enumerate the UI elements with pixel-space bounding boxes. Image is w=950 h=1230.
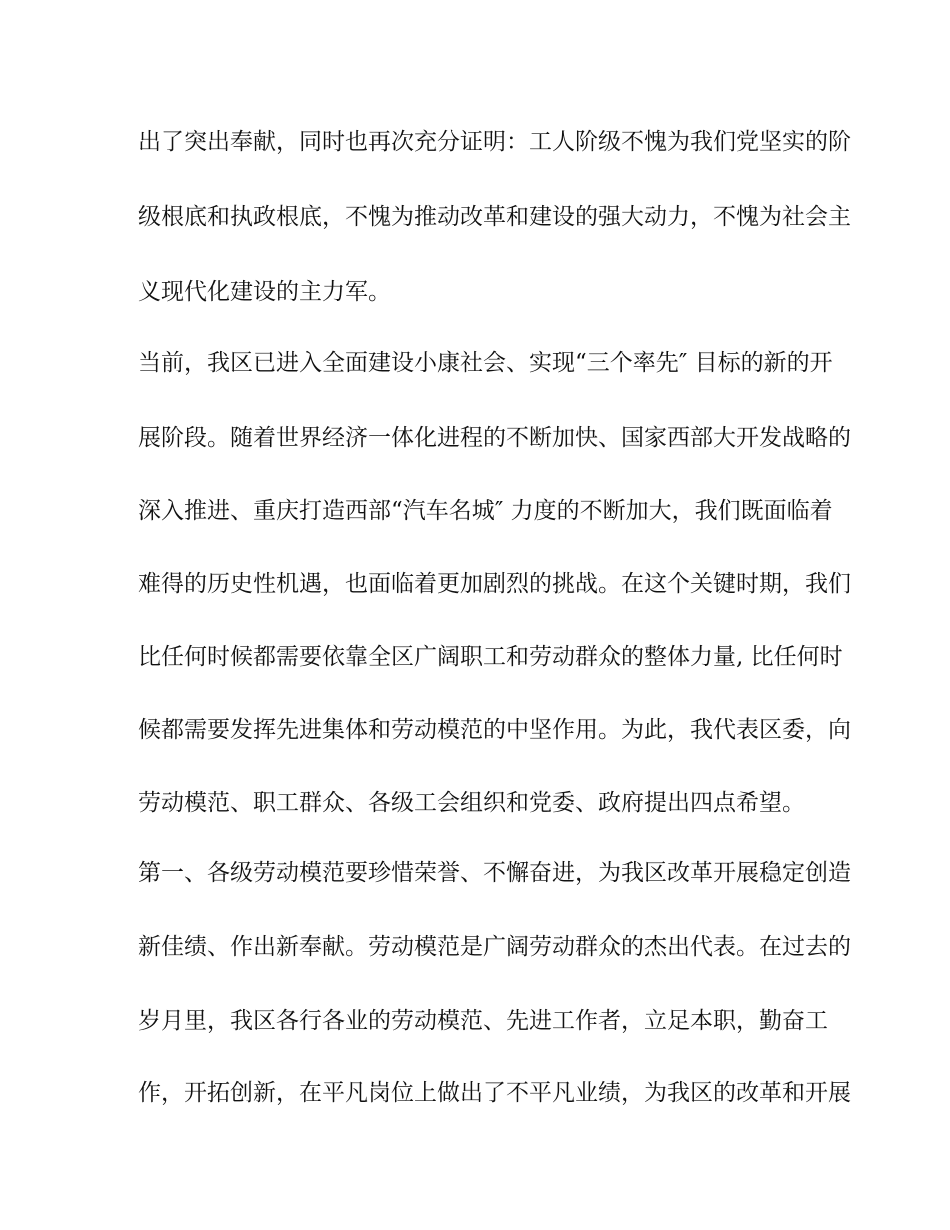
text-line-8: 比任何时候都需要依靠全区广阔职工和劳动群众的整体力量, 比任何时 xyxy=(138,644,843,670)
text-line-7: 难得的历史性机遇，也面临着更加剧烈的挑战。在这个关键时期，我们 xyxy=(138,571,851,597)
text-line-9: 候都需要发挥先进集体和劳动模范的中坚作用。为此，我代表区委，向 xyxy=(138,717,851,743)
text-line-2: 级根底和执政根底，不愧为推动改革和建设的强大动力，不愧为社会主 xyxy=(138,204,851,230)
text-line-12: 新佳绩、作出新奉献。劳动模范是广阔劳动群众的杰出代表。在过去的 xyxy=(138,934,851,960)
text-line-5: 展阶段。随着世界经济一体化进程的不断加快、国家西部大开发战略的 xyxy=(138,425,851,451)
text-line-3: 义现代化建设的主力军。 xyxy=(138,279,391,305)
text-line-10: 劳动模范、职工群众、各级工会组织和党委、政府提出四点希望。 xyxy=(138,790,805,816)
text-line-1: 出了突出奉献，同时也再次充分证明：工人阶级不愧为我们党坚实的阶 xyxy=(138,129,851,155)
text-line-14: 作，开拓创新，在平凡岗位上做出了不平凡业绩，为我区的改革和开展 xyxy=(138,1080,851,1106)
text-line-11: 第一、各级劳动模范要珍惜荣誉、不懈奋进，为我区改革开展稳定创造 xyxy=(138,860,851,886)
text-line-4: 当前，我区已进入全面建设小康社会、实现“三个率先″ 目标的新的开 xyxy=(138,350,833,376)
text-line-13: 岁月里，我区各行各业的劳动模范、先进工作者，立足本职，勤奋工 xyxy=(138,1008,828,1034)
text-line-6: 深入推进、重庆打造西部“汽车名城″ 力度的不断加大，我们既面临着 xyxy=(138,498,833,524)
